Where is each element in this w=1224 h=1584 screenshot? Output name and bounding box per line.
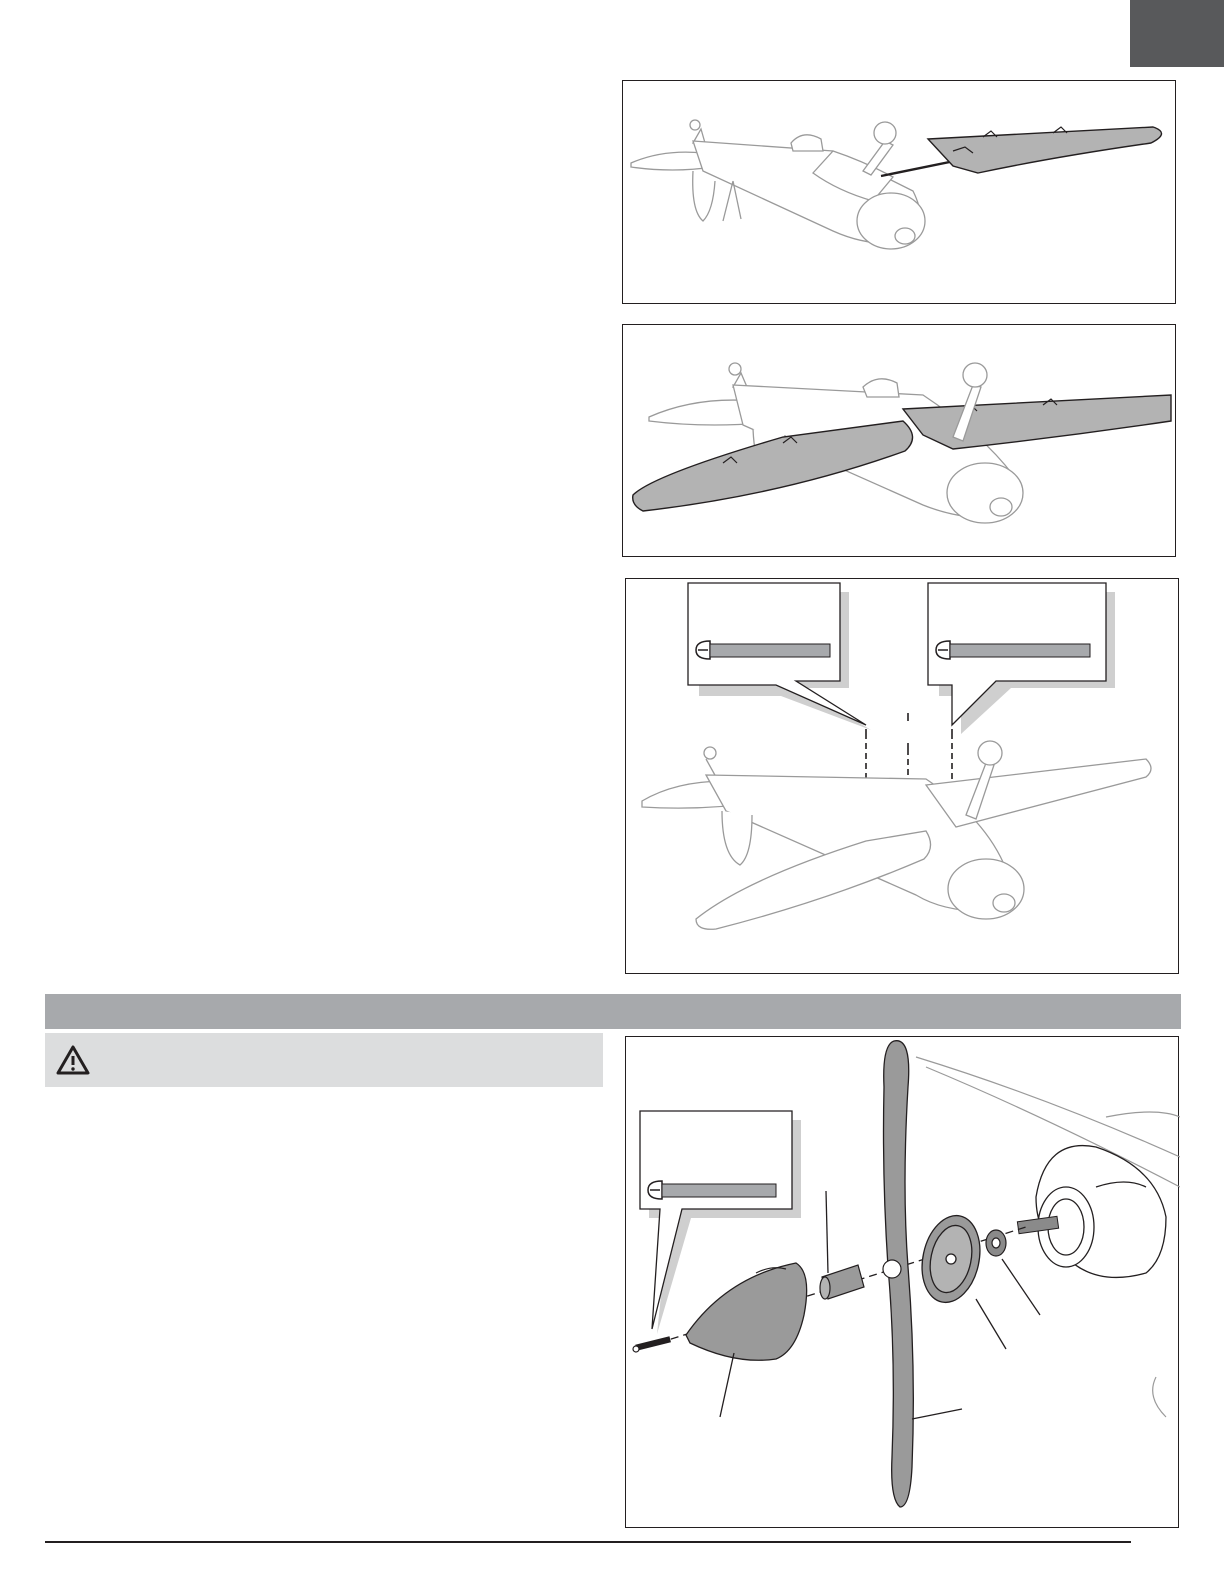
screw-callout-right — [928, 583, 1115, 734]
warning-triangle-icon — [56, 1045, 90, 1075]
figure-wing-screws — [625, 578, 1179, 974]
figure-wing-spar-insertion — [622, 80, 1176, 304]
section-header-bar — [45, 994, 1181, 1029]
footer-rule — [45, 1541, 1131, 1543]
warning-box — [45, 1033, 603, 1087]
screw-callout-left — [688, 583, 871, 730]
figure-wing-installed — [622, 324, 1176, 557]
airplane-wing-illustration — [623, 325, 1177, 558]
airplane-spar-illustration — [623, 81, 1177, 305]
propeller-assembly-illustration — [626, 1037, 1180, 1529]
language-tab — [1130, 0, 1224, 67]
figure-propeller-assembly — [625, 1036, 1179, 1528]
wing-screws-illustration — [626, 579, 1180, 975]
